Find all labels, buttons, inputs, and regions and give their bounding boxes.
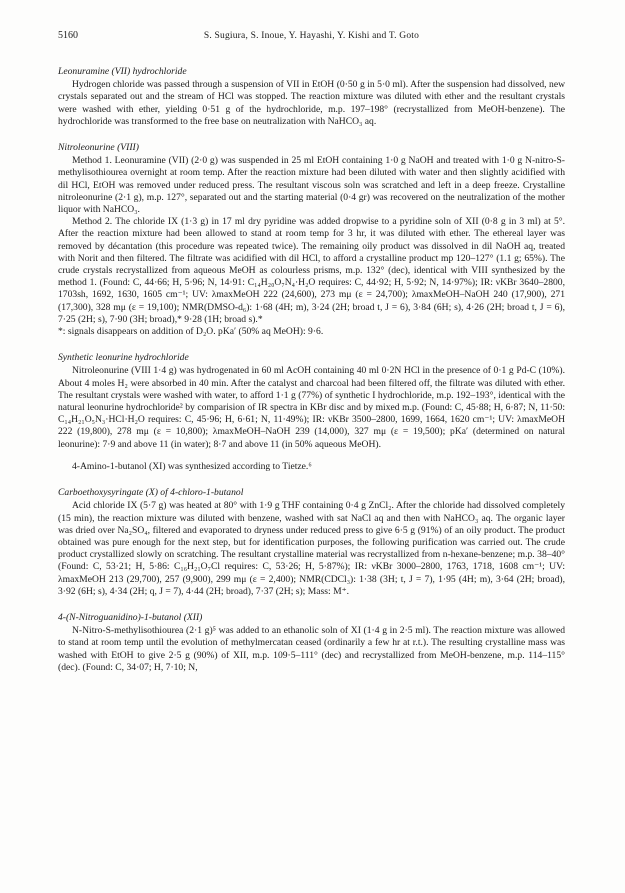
paragraph: Nitroleonurine (VIII 1·4 g) was hydrogenated in 60 ml AcOH containing 40 ml 0·2N HCl in the presence of 0·1 g Pd-C (10%). About 4 moles H₂ were absorbed in 40 min. After the catalyst and charcoal had been filtered off, the filtrate was diluted with ether. The resultant crystals were washed with water, to afford 1·1 g (77%) of synthetic I hydrochloride, m.p. 192–193°, identical with the natural leonurine hydrochloride² by comparision of IR spectra in KBr disc and by mixed m.p. (Found: C, 45·88; H, 6·87; N, 11·50: C₁₄H₂₁O₅N₃·HCl·H₂O requires: C, 45·96; H, 6·61; N, 11·49%); IR: νKBr 3500–2800, 1699, 1664, 1620 cm⁻¹; UV: λmaxMeOH 222 (19,800), 278 mμ (ε = 10,800); λmaxMeOH–NaOH 239 (14,000), 327 mμ (ε = 19,500); pKa′ (determined on natural leonurine): 7·9 and above 11 (in water); 8·7 and above 11 (in 50% aqueous MeOH). [58,365,565,450]
author-line: S. Sugiura, S. Inoue, Y. Hayashi, Y. Kishi and T. Goto [203,31,420,41]
paragraph: N-Nitro-S-methylisothiourea (2·1 g)⁵ was added to an ethanolic soln of XI (1·4 g in 2·5 ml). The reaction mixture was allowed to stand at room temp until the evolution of methylmercatan ceased (ordinarily a few hr at r.t.). The resulting crystalline mass was washed with EtOH to give 2·5 g (90%) of XII, m.p. 109·5–111° (dec) and recrystallized from MeOH-benzene, m.p. 114–115° (dec). (Found: C, 34·07; H, 7·10; N, [58,625,565,673]
paragraph: Acid chloride IX (5·7 g) was heated at 80° with 1·9 g THF containing 0·4 g ZnCl₂. After the chloride had dissolved completely (15 min), the reaction mixture was diluted with benzene, washed with sat NaCl aq and then with NaHCO₃ aq. The organic layer was dried over Na₂SO₄, filtered and evaporated to dryness under reduced press to give 6·5 g (91%) of an oily product. The product obtained was pure enough for the next step, but for identification purposes, the following purification was carried out. The crude product crystallized slowly on scratching. The resultant crystalline material was recrystallized from n-hexane-benzene; m.p. 38–40° (Found: C, 53·21; H, 5·86: C₁₆H₂₁O₇Cl requires: C, 53·26; H, 5·87%); IR: νKBr 3000–2800, 1763, 1718, 1608 cm⁻¹; UV: λmaxMeOH 213 (29,700), 257 (9,900), 299 mμ (ε = 2,400); NMR(CDCl₃): 1·38 (3H; t, J = 7), 1·95 (4H; m), 3·64 (2H; broad), 3·92 (6H; s), 4·34 (2H; q, J = 7), 4·44 (2H; broad), 7·37 (2H; s); Mass: M⁺. [58,500,565,597]
section-title: 4-(N-Nitroguanidino)-1-butanol (XII) [58,611,203,623]
aminobutanol-note: 4-Amino-1-butanol (XI) was synthesized according to Tietze.⁶ [72,460,312,472]
section-nitroguanidino-butanol [58,612,565,674]
section-title: Leonuramine (VII) hydrochloride [58,66,187,77]
running-header [58,30,565,46]
section-leonuramine-hydrochloride [58,66,565,128]
section-title: Nitroleonurine (VIII) [58,142,139,154]
paragraph-method-1: Method 1. Leonuramine (VII) (2·0 g) was suspended in 25 ml EtOH containing 1·0 g NaOH and treated with 1·0 g N-nitro-S-methylisothiourea overnight at room temp. After the reaction mixture had been diluted with water and then slightly acidified with dil HCl, EtOH was removed under reduced press. The resultant viscous soln was scratched and left in a deep freeze. Crystalline nitroleonurine (2·1 g), m.p. 127°, separated out and the starting material (0·4 gr) was recovered on the neutralization of the mother liquor with NaHCO₃. [58,155,565,216]
page-number: 5160 [58,30,78,41]
section-carboethoxysyringate [58,487,565,598]
paragraph: Hydrogen chloride was passed through a suspension of VII in EtOH (0·50 g in 5·0 ml). After the suspension had dissolved, new crystals separated out and the stream of HCl was stopped. The reaction mixture was diluted with ether and the resultant crystals were washed with ether, yielding 0·51 g of the hydrochloride, m.p. 197–198° (recrystallized from MeOH-benzene). The hydrochloride was transformed to the free base on neutralization with NaHCO₃ aq. [58,79,565,127]
footnote: *: signals disappears on addition of D₂O. pKa′ (50% aq MeOH): 9·6. [58,326,324,338]
section-title: Synthetic leonurine hydrochloride [58,352,189,364]
section-synthetic-leonurine [58,352,565,451]
section-title: Carboethoxysyringate (X) of 4-chloro-1-butanol [58,487,244,499]
section-nitroleonurine [58,142,565,338]
paragraph-method-2: Method 2. The chloride IX (1·3 g) in 17 ml dry pyridine was added dropwise to a pyridine soln of XII (0·8 g in 3 ml) at 5°. After the reaction mixture had been allowed to stand at room temp for 3 hr, it was diluted with ether. The ethereal layer was removed by décantation (this procedure was repeated twice). The remaining oily product was dissolved in dil NaOH aq, treated with Norit and then filtered. The filtrate was acidified with dil HCl, to afford a crystalline product mp 120–127° (1.1 g; 65%). The crude crystals recrystallized from aqueous MeOH as colourless prisms, m.p. 132° (dec), identical with VIII synthesized by the method 1. (Found: C, 44·66; H, 5·96; N, 14·91: C₁₄H₂₀O₇N₄·H₂O requires: C, 44·92; H, 5·92; N, 14·97%); IR: νKBr 3640–2800, 1703sh, 1692, 1630, 1605 cm⁻¹; UV: λmaxMeOH 222 (24,600), 273 mμ (ε = 24,700); λmaxMeOH–NaOH 240 (17,900), 271 (17,300), 328 mμ (ε = 19,100); NMR(DMSO-d₆): 1·68 (4H; m), 3·24 (2H; broad t, J = 6), 3·84 (6H; s), 4·26 (2H; broad t, J = 6), 7·25 (2H; s), 7·90 (3H; broad),* 9·28 (1H; broad s).* [58,216,565,325]
